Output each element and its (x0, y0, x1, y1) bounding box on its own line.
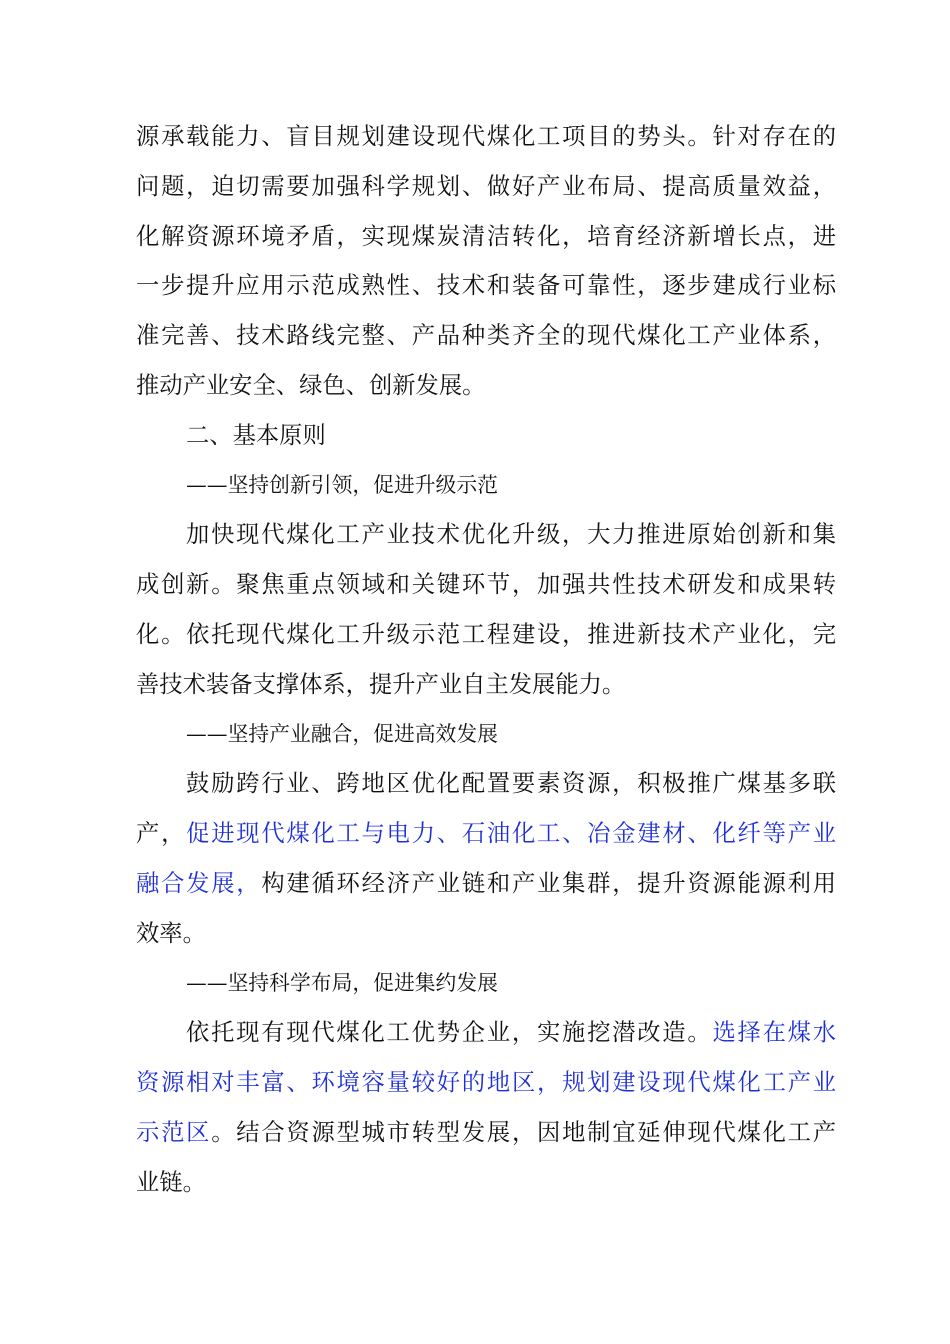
intro-line-2: 问题，迫切需要加强科学规划、做好产业布局、提高质量效益， (136, 172, 836, 200)
principle-2-line-1: 鼓励跨行业、跨地区优化配置要素资源，积极推广煤基多联 (186, 770, 836, 798)
intro-line-1: 源承载能力、盲目规划建设现代煤化工项目的势头。针对存在的 (136, 123, 836, 150)
principle-2-highlight-2: 融合发展， (136, 869, 262, 897)
principle-3-line-1 (136, 1008, 836, 1058)
principle-1-line-3: 化。依托现代煤化工升级示范工程建设，推进新技术产业化，完 (136, 620, 836, 648)
principle-2-highlight-1: 促进现代煤化工与电力、石油化工、冶金建材、化纤等产业 (186, 820, 836, 848)
document-body (136, 112, 836, 1208)
principle-1-line-1: 加快现代煤化工产业技术优化升级，大力推进原始创新和集 (186, 521, 836, 549)
principle-3-title: ——坚持科学布局，促进集约发展 (186, 970, 498, 995)
principle-2-line-3-text: 构建循环经济产业链和产业集群，提升资源能源利用 (261, 869, 836, 897)
principle-2-line-2-text: 产， (136, 820, 187, 848)
principle-3-line-2: 资源相对丰富、环境容量较好的地区，规划建设现代煤化工产业 (136, 1069, 836, 1097)
principle-1-title: ——坚持创新引领，促进升级示范 (186, 472, 498, 497)
intro-line-6: 推动产业安全、绿色、创新发展。 (136, 371, 486, 399)
principle-1-line-2: 成创新。聚焦重点领域和关键环节，加强共性技术研发和成果转 (136, 571, 836, 599)
principle-2-title: ——坚持产业融合，促进高效发展 (186, 721, 498, 746)
principle-3-line-3-text: 。结合资源型城市转型发展，因地制宜延伸现代煤化工产 (211, 1118, 836, 1146)
principle-2-line-4: 效率。 (136, 919, 206, 947)
principle-3-line-1-text: 依托现有现代煤化工优势企业，实施挖潜改造。 (186, 1019, 713, 1047)
principle-1-line-4: 善技术装备支撑体系，提升产业自主发展能力。 (136, 670, 626, 698)
principle-3-highlight-1: 选择在煤水 (712, 1019, 836, 1047)
intro-line-3: 化解资源环境矛盾，实现煤炭清洁转化，培育经济新增长点，进 (136, 222, 836, 250)
principle-3-highlight-3: 示范区 (136, 1118, 212, 1146)
intro-line-5: 准完善、技术路线完整、产品种类齐全的现代煤化工产业体系， (136, 322, 836, 350)
principle-2-line-2 (136, 809, 836, 859)
principle-3-line-3 (136, 1108, 836, 1158)
intro-line-4: 一步提升应用示范成熟性、技术和装备可靠性，逐步建成行业标 (136, 272, 836, 300)
principle-2-line-3 (136, 859, 836, 909)
section-heading: 二、基本原则 (186, 421, 326, 449)
principle-3-line-4: 业链。 (136, 1168, 206, 1196)
